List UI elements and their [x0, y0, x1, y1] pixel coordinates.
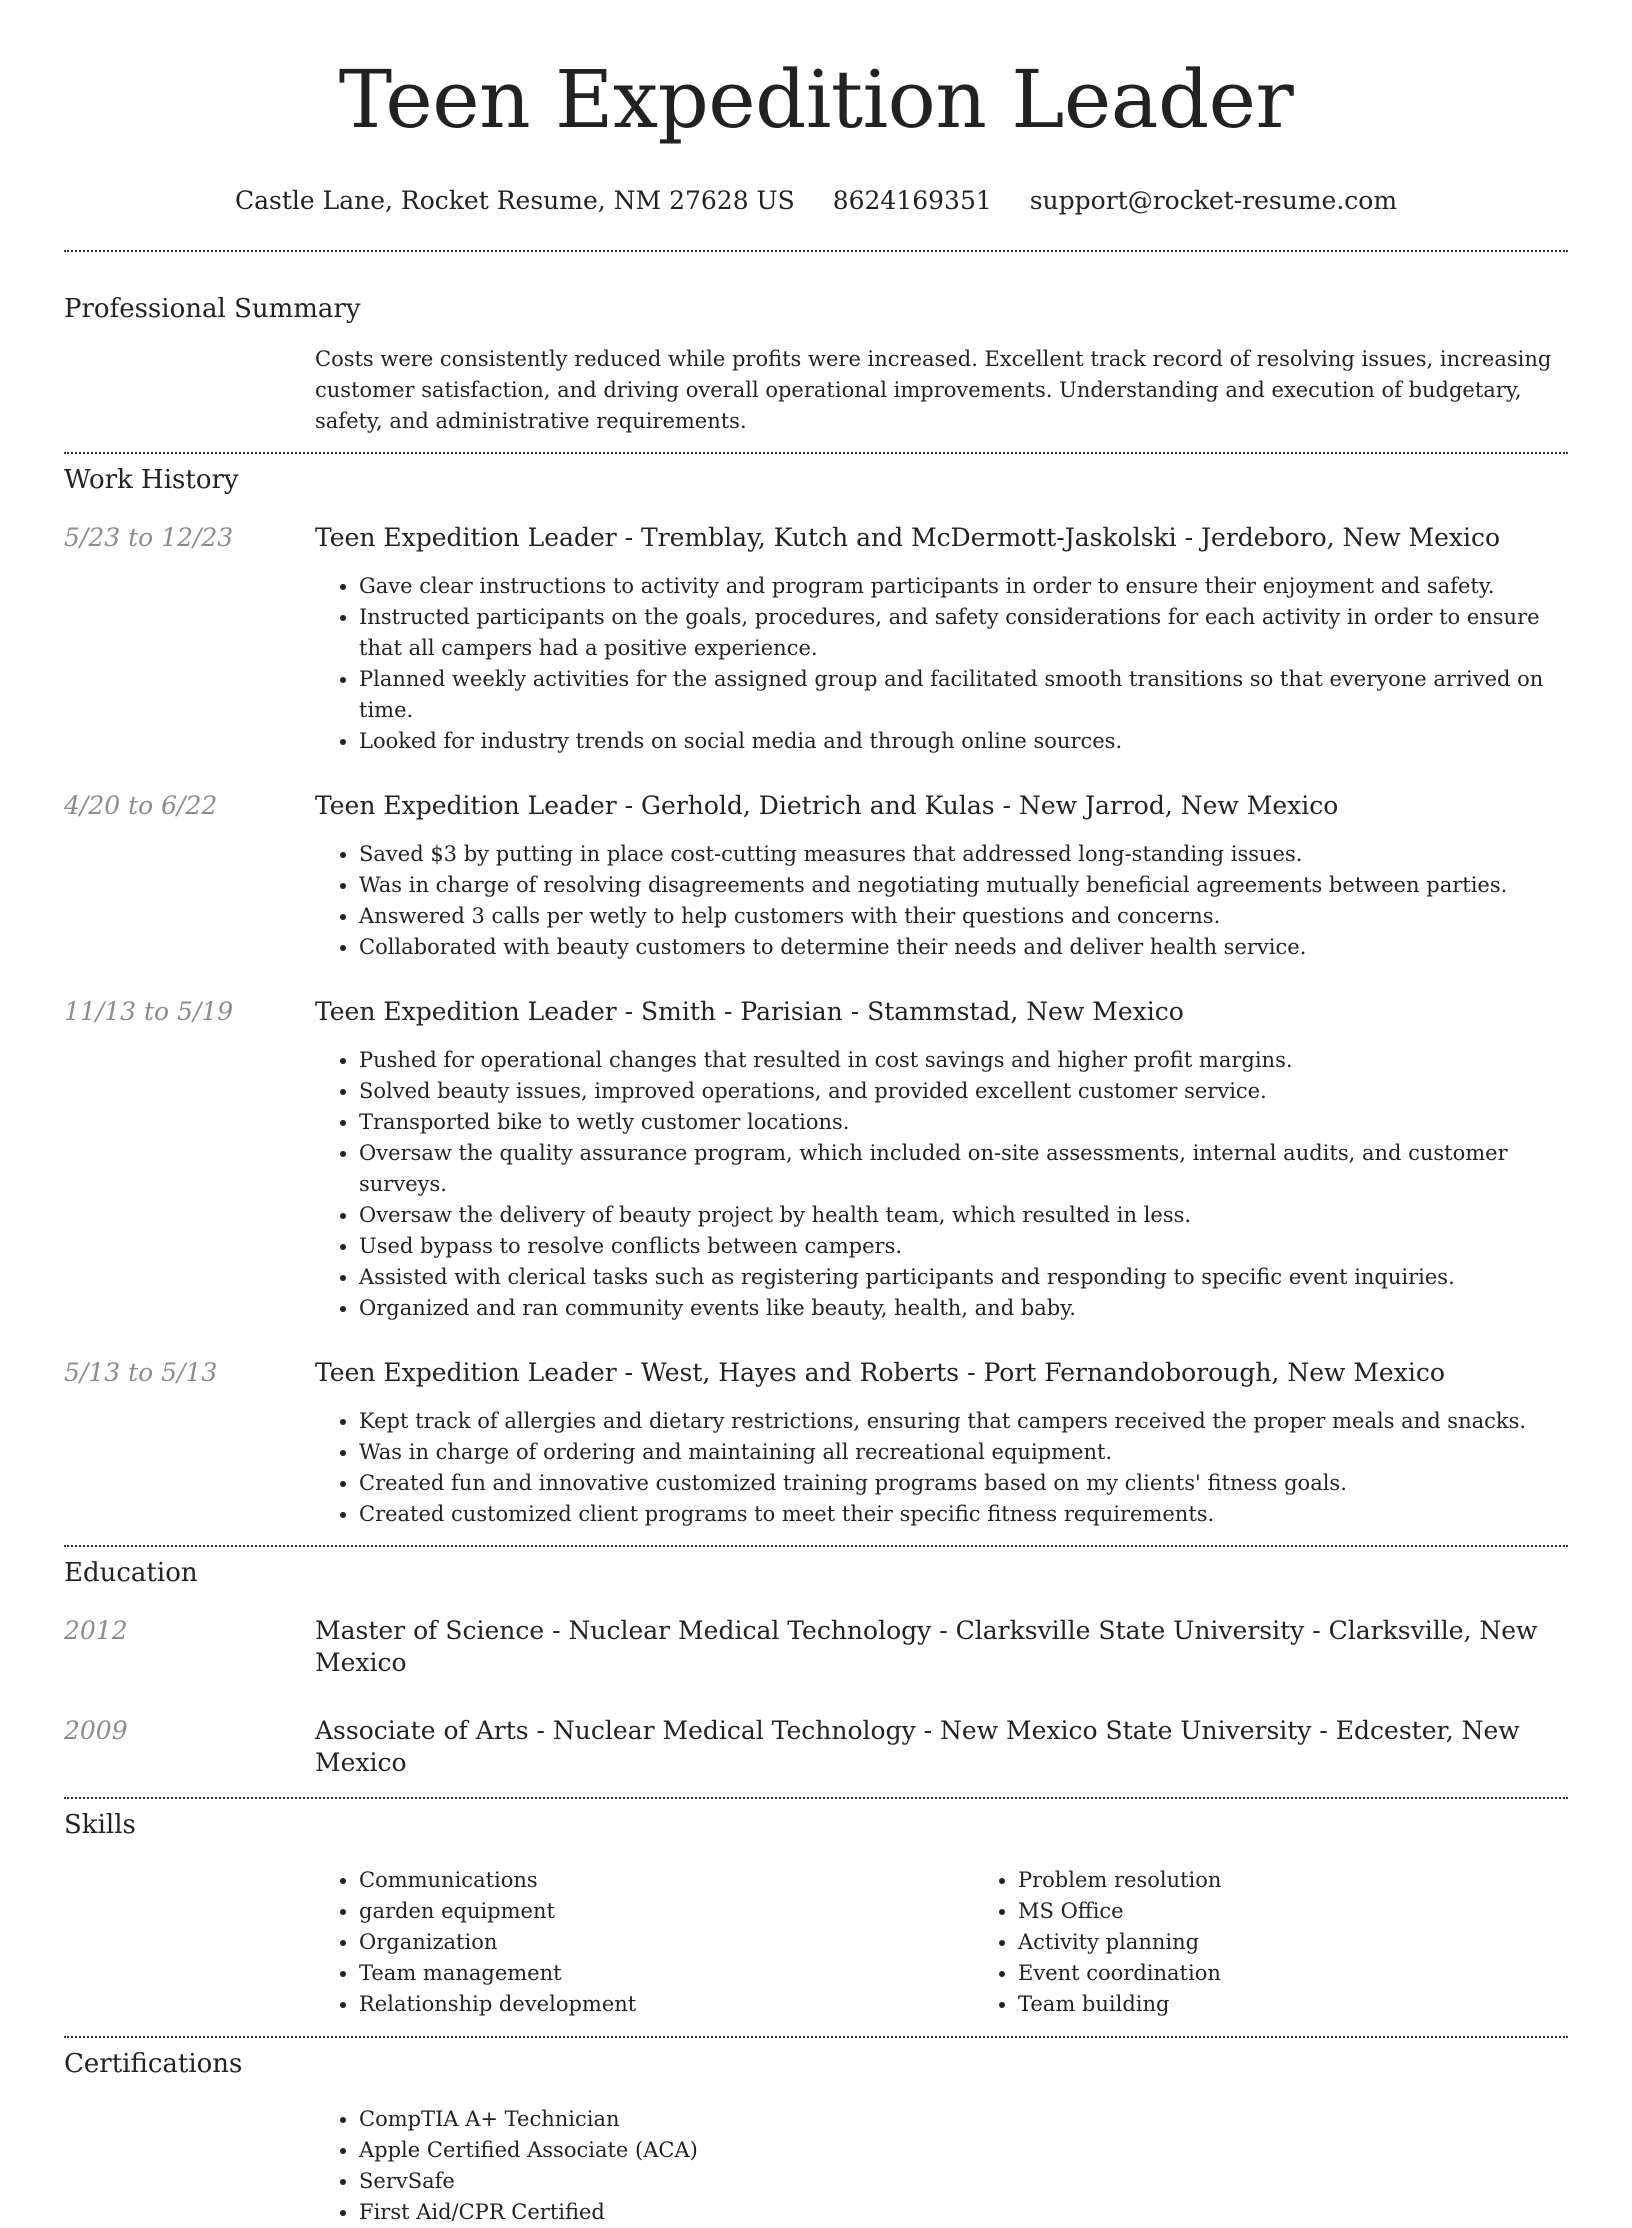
section-divider: [64, 452, 1568, 454]
contact-email: support@rocket-resume.com: [1029, 186, 1398, 215]
list-item: • Assisted with clerical tasks such as registering participants and responding to specific event inquiries.: [359, 1262, 1568, 1293]
list-item: • Organized and ran community events like beauty, health, and baby.: [359, 1293, 1568, 1324]
list-item: • garden equipment: [359, 1896, 974, 1927]
list-item: • ServSafe: [359, 2166, 1568, 2197]
list-item: • Answered 3 calls per wetly to help customers with their questions and concerns.: [359, 901, 1568, 932]
list-item: • CompTIA A+ Technician: [359, 2104, 1568, 2135]
work-history-title: Work History: [64, 465, 239, 495]
list-item: • Team building: [1018, 1989, 1632, 2020]
job-dates: 5/13 to 5/13: [64, 1358, 218, 1387]
list-item: • Communications: [359, 1865, 974, 1896]
summary-text: Costs were consistently reduced while profits were increased. Excellent track record of resolving issues, increasing customer satisfaction, and driving overall operational improvements. Understanding and execution of budgetary, safety, and administrative requirements.: [315, 347, 1552, 433]
list-item: • Apple Certified Associate (ACA): [359, 2135, 1568, 2166]
job-entry: [64, 522, 1568, 757]
job-dates: 5/23 to 12/23: [64, 523, 234, 552]
summary-title: Professional Summary: [64, 294, 361, 324]
education-year: 2012: [64, 1616, 128, 1645]
list-item: • Instructed participants on the goals, procedures, and safety considerations for each activity in order to ensure that all campers had a positive experience.: [359, 602, 1568, 664]
list-item: • Transported bike to wetly customer locations.: [359, 1107, 1568, 1138]
list-item: • Event coordination: [1018, 1958, 1632, 1989]
education-degree: Associate of Arts - Nuclear Medical Technology - New Mexico State University - Edcester, New Mexico: [315, 1716, 1520, 1777]
job-heading: Teen Expedition Leader - Gerhold, Dietrich and Kulas - New Jarrod, New Mexico: [315, 791, 1339, 820]
list-item: • Organization: [359, 1927, 974, 1958]
job-bullets: [315, 839, 1568, 963]
section-divider: [64, 1797, 1568, 1799]
skills-title: Skills: [64, 1810, 136, 1840]
contact-line: [64, 186, 1568, 216]
list-item: • Planned weekly activities for the assigned group and facilitated smooth transitions so that everyone arrived on time.: [359, 664, 1568, 726]
list-item: • Collaborated with beauty customers to determine their needs and deliver health service.: [359, 932, 1568, 963]
education-degree: Master of Science - Nuclear Medical Technology - Clarksville State University - Clarksville, New Mexico: [315, 1616, 1538, 1677]
contact-address: Castle Lane, Rocket Resume, NM 27628 US: [234, 186, 795, 215]
list-item: • First Aid/CPR Certified: [359, 2197, 1568, 2228]
education-entry: [64, 1615, 1568, 1679]
section-divider: [64, 2036, 1568, 2038]
list-item: • Kept track of allergies and dietary restrictions, ensuring that campers received the proper meals and snacks.: [359, 1406, 1568, 1437]
list-item: • MS Office: [1018, 1896, 1632, 1927]
list-item: • Saved $3 by putting in place cost-cutting measures that addressed long-standing issues.: [359, 839, 1568, 870]
list-item: • Used bypass to resolve conflicts between campers.: [359, 1231, 1568, 1262]
job-bullets: [315, 1045, 1568, 1324]
list-item: • Oversaw the quality assurance program, which included on-site assessments, internal audits, and customer surveys.: [359, 1138, 1568, 1200]
job-entry: [64, 996, 1568, 1324]
job-heading: Teen Expedition Leader - Tremblay, Kutch and McDermott-Jaskolski - Jerdeboro, New Mexico: [315, 523, 1501, 552]
skills-list-left: [315, 1865, 974, 2020]
job-heading: Teen Expedition Leader - Smith - Parisian - Stammstad, New Mexico: [315, 997, 1184, 1026]
education-year: 2009: [64, 1716, 128, 1745]
list-item: • Activity planning: [1018, 1927, 1632, 1958]
job-bullets: [315, 1406, 1568, 1530]
list-item: • Problem resolution: [1018, 1865, 1632, 1896]
list-item: • Was in charge of ordering and maintaining all recreational equipment.: [359, 1437, 1568, 1468]
skills-list-right: [974, 1865, 1632, 2020]
skills-columns: [315, 1865, 1632, 2020]
job-entry: [64, 790, 1568, 963]
list-item: • Pushed for operational changes that resulted in cost savings and higher profit margins.: [359, 1045, 1568, 1076]
resume-name: Teen Expedition Leader: [338, 53, 1294, 146]
list-item: • Solved beauty issues, improved operations, and provided excellent customer service.: [359, 1076, 1568, 1107]
education-entry: [64, 1715, 1568, 1779]
list-item: • Gave clear instructions to activity and program participants in order to ensure their enjoyment and safety.: [359, 571, 1568, 602]
section-divider: [64, 1545, 1568, 1547]
job-bullets: [315, 571, 1568, 757]
list-item: • Team management: [359, 1958, 974, 1989]
certifications-title: Certifications: [64, 2049, 243, 2079]
job-heading: Teen Expedition Leader - West, Hayes and Roberts - Port Fernandoborough, New Mexico: [315, 1358, 1445, 1387]
certifications-list: [315, 2104, 1568, 2228]
job-dates: 11/13 to 5/19: [64, 997, 234, 1026]
list-item: • Was in charge of resolving disagreements and negotiating mutually beneficial agreements between parties.: [359, 870, 1568, 901]
section-divider: [64, 250, 1568, 252]
education-title: Education: [64, 1558, 198, 1588]
job-entry: [64, 1357, 1568, 1530]
contact-phone: 8624169351: [832, 186, 992, 215]
list-item: • Relationship development: [359, 1989, 974, 2020]
list-item: • Oversaw the delivery of beauty project by health team, which resulted in less.: [359, 1200, 1568, 1231]
list-item: • Looked for industry trends on social media and through online sources.: [359, 726, 1568, 757]
list-item: • Created fun and innovative customized training programs based on my clients' fitness goals.: [359, 1468, 1568, 1499]
job-dates: 4/20 to 6/22: [64, 791, 218, 820]
list-item: • Created customized client programs to meet their specific fitness requirements.: [359, 1499, 1568, 1530]
